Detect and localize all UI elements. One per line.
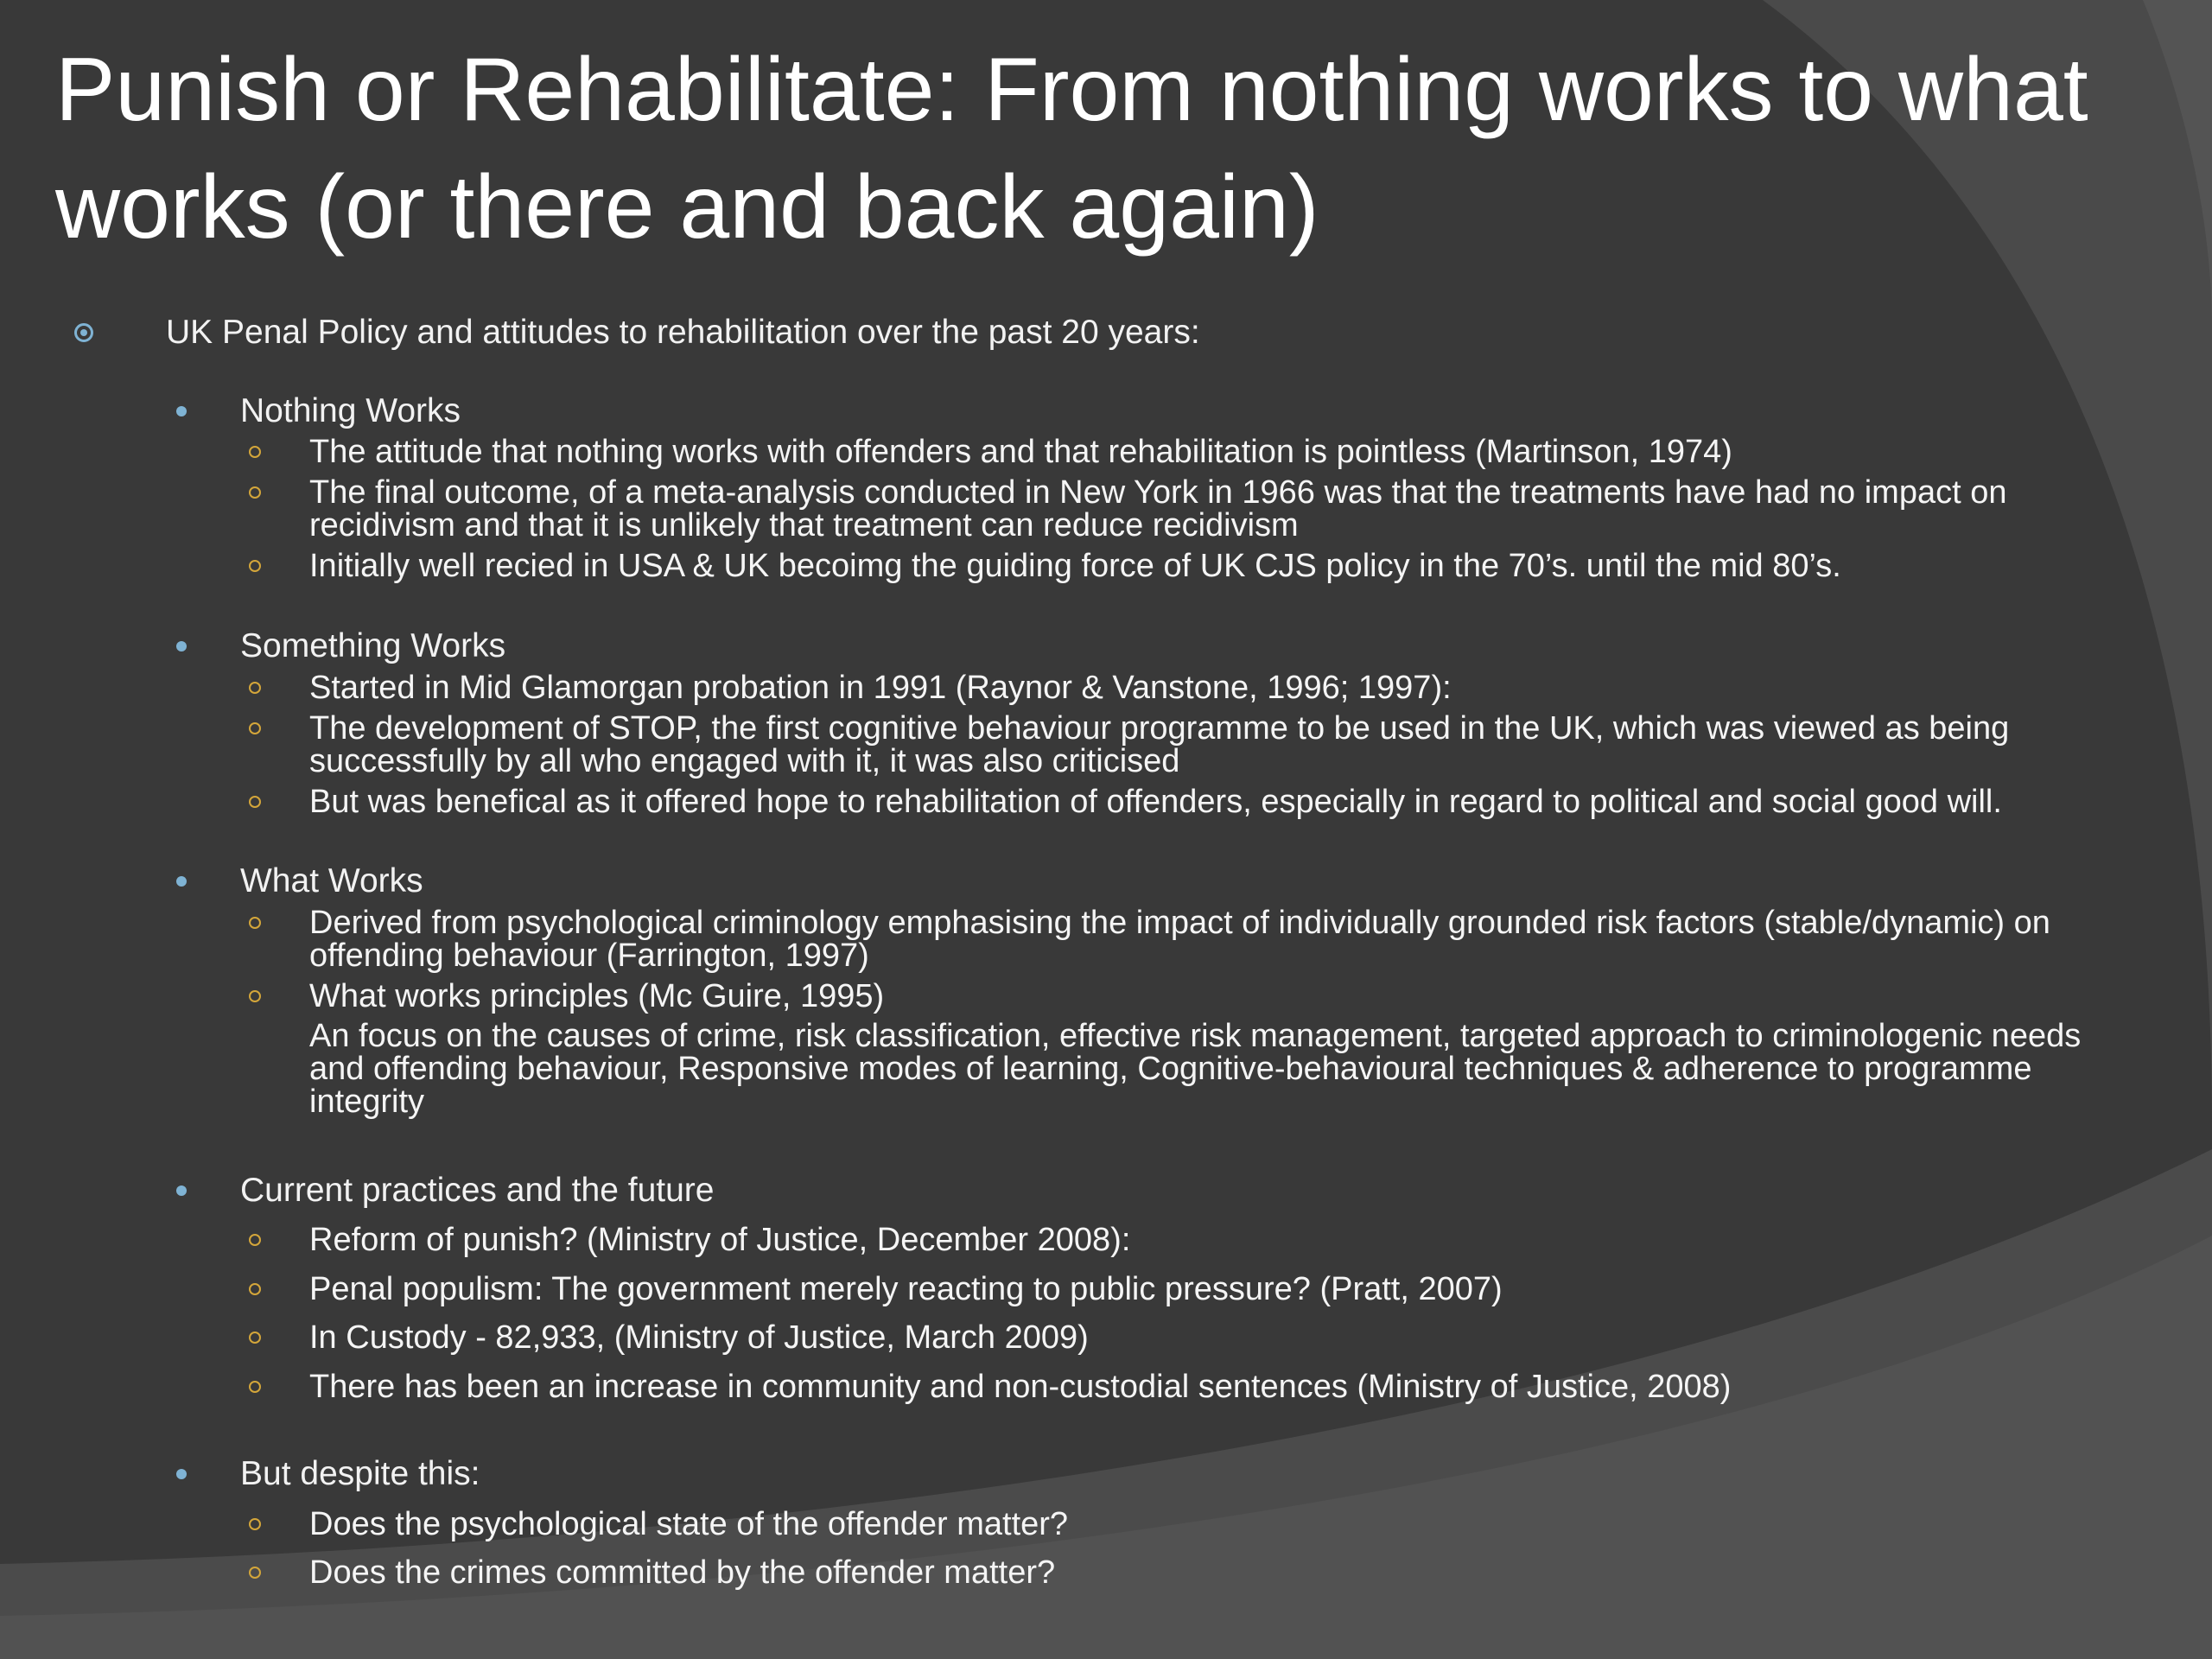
ring-bullet-icon: [249, 446, 261, 458]
section-heading-what-works: What Works: [0, 859, 2212, 907]
intro-bullet: [0, 309, 2212, 361]
dot-bullet-icon: [176, 406, 187, 416]
ring-bullet-icon: [249, 990, 261, 1002]
ring-bullet-icon: [249, 486, 261, 499]
section-heading-nothing-works: Nothing Works: [0, 389, 2212, 437]
circle-bullet-icon: [74, 323, 93, 342]
intro-text: UK Penal Policy and attitudes to rehabilitation over the past 20 years:: [166, 314, 1200, 351]
ring-bullet-icon: [249, 1567, 261, 1579]
dot-bullet-icon: [176, 641, 187, 652]
ring-bullet-icon: [249, 722, 261, 734]
ring-bullet-icon: [249, 560, 261, 572]
ring-bullet-icon: [249, 1234, 261, 1246]
dot-bullet-icon: [176, 1185, 187, 1196]
slide: Punish or Rehabilitate: From nothing works to what works (or there and back again) UK Penal Policy and attitudes to rehabilitation over the past 20 years: Nothing Works The attitude that nothing works with offenders and that rehabilitation is pointless (Martinson, 1974) The final outcome, of a meta-analysis conducted in New York in 1966 was that the treatments have had no impact on recidivism and that it is unlikely that treatment can reduce recidivism Initially well recied in USA & UK becoimg the guiding force of UK CJS policy in the 70’s. until the mid 80’s. Something Works Started in Mid Glamorgan probation in 1991 (Raynor & Vanstone, 1996; 1997): The development of STOP, the first cognitive behaviour programme to be used in the UK, which was viewed as being successfully by all who engaged with it, it was also criticised But was benefical as it offered hope to rehabilitation of offenders, especially in regard to political and social good will. What Works Derived from psychological criminology emphasising the impact of individually grounded risk factors (stable/dynamic) on offending behaviour (Farrington, 1997) What works principles (Mc Guire, 1995) An focus on the causes of crime, risk classification, effective risk management, targeted approach to criminologenic needs and offending behaviour, Responsive modes of learning, Cognitive-behavioural techniques & adherence to programme integrity Current practices and the future Reform of punish? (Ministry of Justice, December 2008): Penal populism: The government merely reacting to public pressure? (Pratt, 2007) In Custody - 82,933, (Ministry of Justice, March 2009) There has been an increase in community and non-custodial sentences (Ministry of Justice, 2008) But despite this: Does the psychological state of the offender matter? Does the crimes committed by the offender matter?: [0, 0, 2212, 1659]
dot-bullet-icon: [176, 1469, 187, 1479]
section-heading-but-despite-this: But despite this:: [0, 1452, 2212, 1500]
section-heading-something-works: Something Works: [0, 624, 2212, 672]
ring-bullet-icon: [249, 682, 261, 694]
ring-bullet-icon: [249, 796, 261, 808]
ring-bullet-icon: [249, 1283, 261, 1295]
section-heading-current-practices: Current practices and the future: [0, 1168, 2212, 1217]
ring-bullet-icon: [249, 1332, 261, 1344]
dot-bullet-icon: [176, 876, 187, 887]
slide-title: Punish or Rehabilitate: From nothing works to what works (or there and back again): [55, 40, 2088, 257]
ring-bullet-icon: [249, 1518, 261, 1530]
ring-bullet-icon: [249, 1381, 261, 1393]
ring-bullet-icon: [249, 917, 261, 929]
